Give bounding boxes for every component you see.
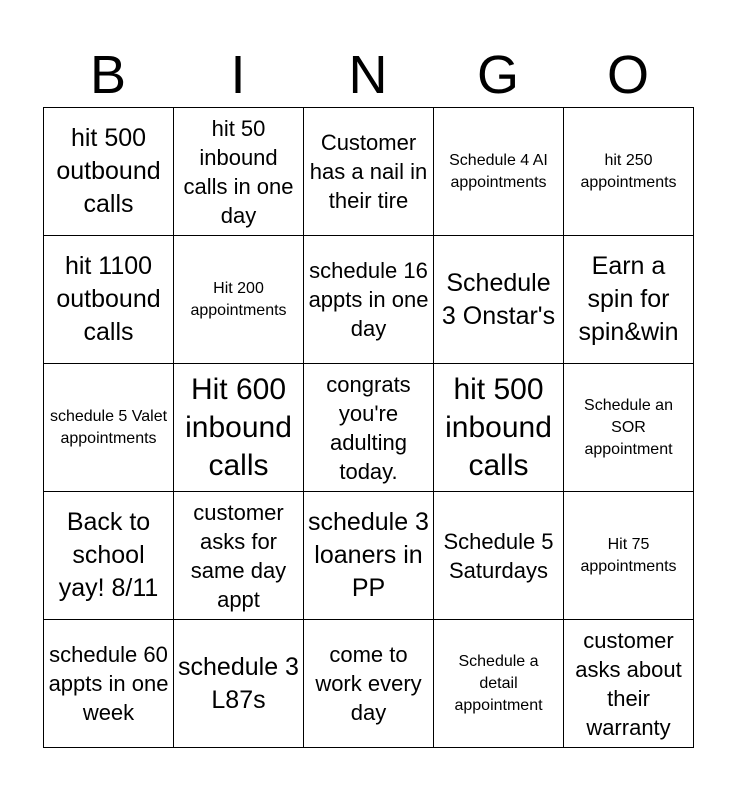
bingo-cell[interactable]: schedule 3 loaners in PP — [304, 492, 434, 620]
bingo-cell[interactable]: customer asks for same day appt — [174, 492, 304, 620]
board-row — [44, 364, 694, 492]
bingo-cell[interactable]: Customer has a nail in their tire — [304, 108, 434, 236]
bingo-cell[interactable]: Earn a spin for spin&win — [564, 236, 694, 364]
bingo-board — [43, 107, 694, 748]
bingo-cell[interactable]: hit 250 appointments — [564, 108, 694, 236]
bingo-header — [43, 44, 693, 106]
bingo-cell[interactable]: hit 500 inbound calls — [434, 364, 564, 492]
bingo-cell[interactable]: congrats you're adulting today. — [304, 364, 434, 492]
header-letter-i: I — [230, 45, 246, 105]
bingo-cell[interactable]: schedule 16 appts in one day — [304, 236, 434, 364]
header-letter-o: O — [606, 45, 649, 105]
header-letter-n: N — [348, 45, 388, 105]
bingo-cell[interactable]: Hit 200 appointments — [174, 236, 304, 364]
bingo-cell[interactable]: schedule 60 appts in one week — [44, 620, 174, 748]
bingo-cell[interactable]: hit 500 outbound calls — [44, 108, 174, 236]
bingo-cell[interactable]: schedule 5 Valet appointments — [44, 364, 174, 492]
bingo-cell[interactable]: schedule 3 L87s — [174, 620, 304, 748]
bingo-cell[interactable]: Schedule a detail appointment — [434, 620, 564, 748]
bingo-cell[interactable]: come to work every day — [304, 620, 434, 748]
board-row — [44, 620, 694, 748]
bingo-cell[interactable]: Schedule an SOR appointment — [564, 364, 694, 492]
board-row — [44, 108, 694, 236]
bingo-cell[interactable]: hit 50 inbound calls in one day — [174, 108, 304, 236]
header-letter-g: G — [476, 45, 519, 105]
bingo-cell[interactable]: Schedule 4 AI appointments — [434, 108, 564, 236]
bingo-cell[interactable]: Schedule 3 Onstar's — [434, 236, 564, 364]
header-letter-b: B — [89, 45, 127, 105]
board-row — [44, 492, 694, 620]
board-row — [44, 236, 694, 364]
bingo-cell[interactable]: Schedule 5 Saturdays — [434, 492, 564, 620]
bingo-cell[interactable]: hit 1100 outbound calls — [44, 236, 174, 364]
bingo-cell[interactable]: customer asks about their warranty — [564, 620, 694, 748]
bingo-cell[interactable]: Hit 600 inbound calls — [174, 364, 304, 492]
bingo-cell[interactable]: Back to school yay! 8/11 — [44, 492, 174, 620]
bingo-cell[interactable]: Hit 75 appointments — [564, 492, 694, 620]
